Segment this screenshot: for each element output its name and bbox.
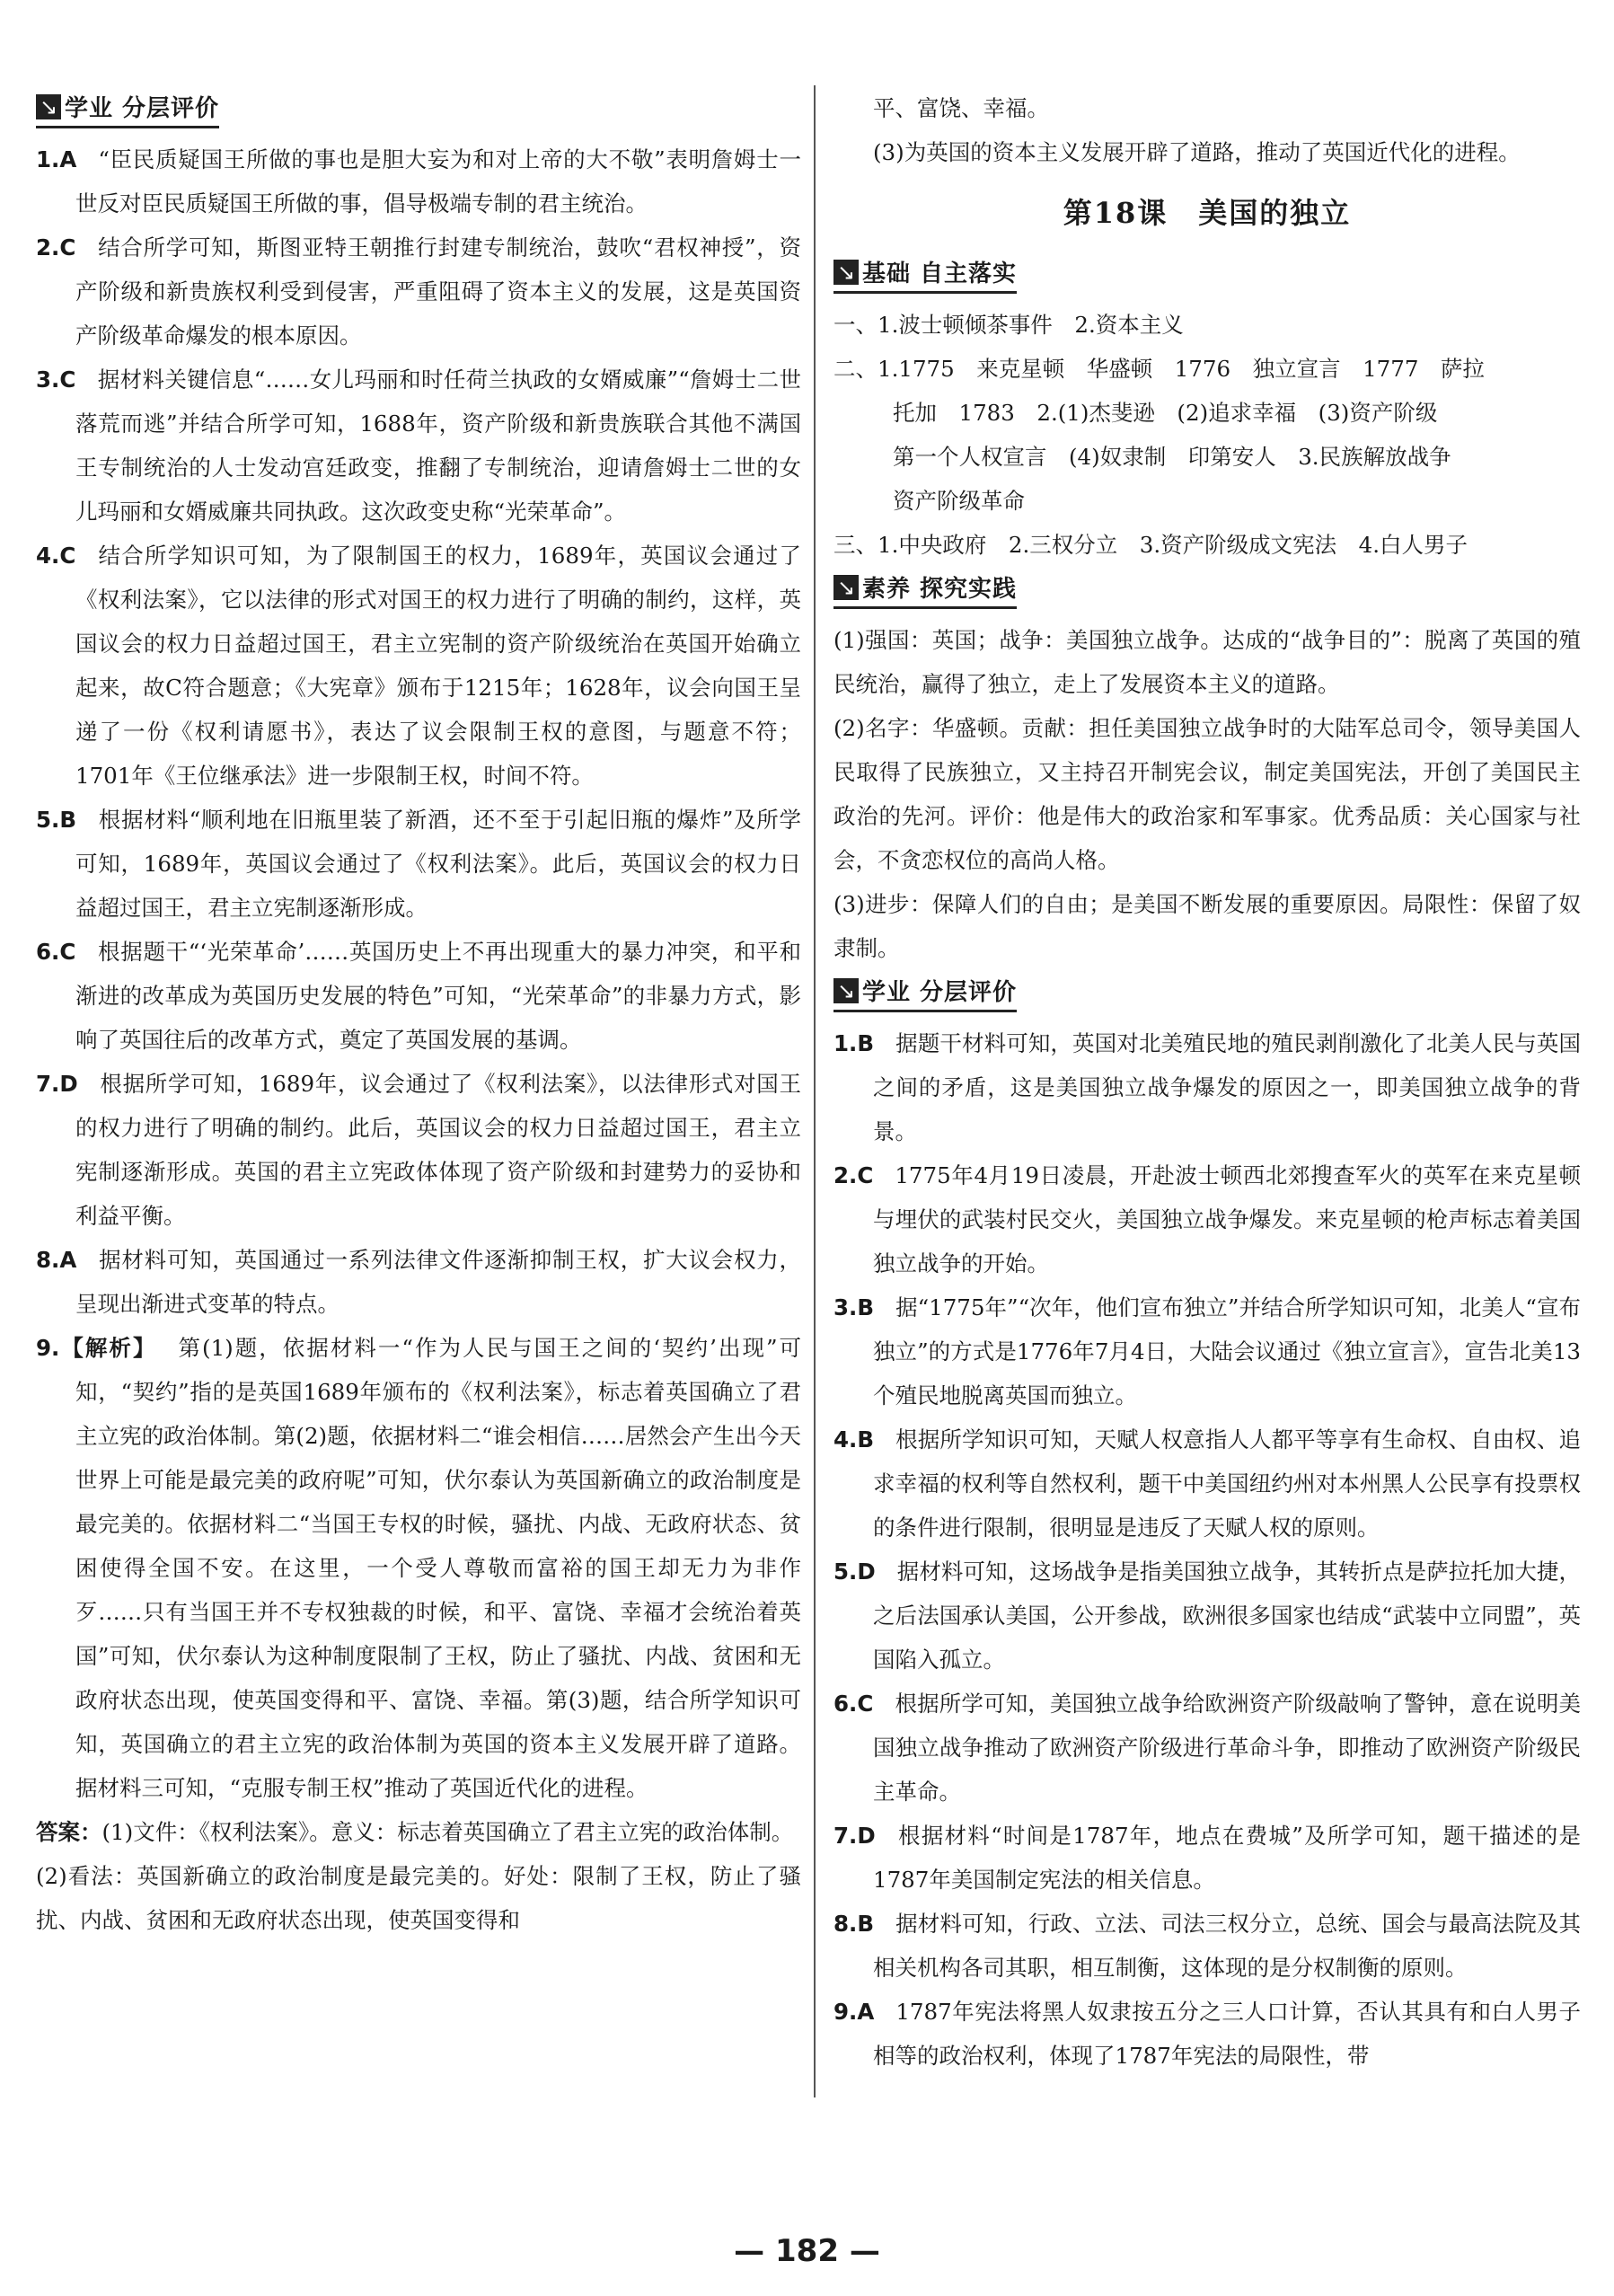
- item-answer-letter: C: [59, 366, 76, 393]
- item-answer-letter: B: [857, 1030, 875, 1056]
- answer-item: [36, 1238, 801, 1326]
- section-header-explore: ↘ 素养 探究实践: [833, 570, 1017, 609]
- item-explanation: 1787年宪法将黑人奴隶按五分之三人口计算，否认其具有和白人男子相等的政治权利，体现了1787年宪法的局限性，带: [873, 1999, 1581, 2069]
- answer-item: [36, 930, 801, 1062]
- item-number: 7.: [833, 1823, 858, 1849]
- item-explanation: 结合所学知识可知，为了限制国王的权力，1689年，英国议会通过了《权利法案》，它以法律的形式对国王的权力进行了明确的制约，这样，英国议会的权力日益超过国王，君主立宪制的资产阶级统治在英国开始确立起来，故C符合题意；《大宪章》颁布于1215年；1628年，议会向国王呈递了一份《权利请愿书》，表达了议会限制王权的意图，与题意不符；1701年《王位继承法》进一步限制王权，时间不符。: [75, 543, 801, 789]
- item-explanation: 根据题干“‘光荣革命’……英国历史上不再出现重大的暴力冲突，和平和渐进的改革成为英国历史发展的特色”可知，“光荣革命”的非暴力方式，影响了英国往后的改革方式，奠定了英国发展的基调。: [75, 939, 801, 1053]
- explore-paragraph: (2)名字：华盛顿。贡献：担任美国独立战争时的大陆军总司令，领导美国人民取得了民族独立，又主持召开制宪会议，制定美国宪法，开创了美国民主政治的先河。评价：他是伟大的政治家和军事家。优秀品质：关心国家与社会，不贪恋权位的高尚人格。: [833, 715, 1581, 873]
- explore-paragraph: (3)进步：保障人们的自由；是美国不断发展的重要原因。局限性：保留了奴隶制。: [833, 891, 1581, 961]
- left-column: [36, 86, 801, 1942]
- answer-item: [833, 1814, 1581, 1902]
- answer-item: [36, 1062, 801, 1238]
- continued-text: 平、富饶、幸福。: [873, 95, 1049, 121]
- item-number: 7.: [36, 1071, 60, 1097]
- item-answer-letter: A: [59, 146, 77, 172]
- item-number: 3.: [36, 366, 60, 393]
- item-explanation: 据材料可知，行政、立法、司法三权分立，总统、国会与最高法院及其相关机构各司其职，相互制衡，这体现的是分权制衡的原则。: [873, 1911, 1581, 1981]
- answer-item: [833, 1550, 1581, 1682]
- item-answer-letter: D: [857, 1823, 876, 1849]
- item-answer-letter: C: [59, 939, 76, 965]
- item-number: 3.: [833, 1294, 858, 1320]
- explore-paragraph: (1)强国：英国；战争：美国独立战争。达成的“战争目的”：脱离了英国的殖民统治，赢得了独立，走上了发展资本主义的道路。: [833, 627, 1581, 697]
- item-number: 6.: [36, 939, 60, 965]
- item-answer-letter: C: [857, 1691, 874, 1717]
- item-number: 2.: [833, 1162, 858, 1188]
- item-answer-letter: D: [857, 1559, 876, 1585]
- arrow-icon: ↘: [36, 94, 61, 119]
- item-explanation: 据材料可知，英国通过一系列法律文件逐渐抑制王权，扩大议会权力，呈现出渐进式变革的特点。: [75, 1247, 801, 1317]
- item-answer-letter: B: [59, 807, 77, 833]
- item-explanation: 根据材料“顺利地在旧瓶里装了新酒，还不至于引起旧瓶的爆炸”及所学可知，1689年，英国议会通过了《权利法案》。此后，英国议会的权力日益超过国王，君主立宪制逐渐形成。: [75, 807, 801, 921]
- answer-line: 答案：(1)文件：《权利法案》。意义：标志着英国确立了君主立宪的政治体制。: [36, 1819, 794, 1845]
- arrow-icon: ↘: [833, 575, 859, 600]
- answer-item: [36, 534, 801, 798]
- item-explanation: 根据所学可知，美国独立战争给欧洲资产阶级敲响了警钟，意在说明美国独立战争推动了欧洲资产阶级进行革命斗争，即推动了欧洲资产阶级民主革命。: [873, 1691, 1581, 1805]
- item-explanation: 据题干材料可知，英国对北美殖民地的殖民剥削激化了北美人民与英国之间的矛盾，这是美国独立战争爆发的原因之一，即美国独立战争的背景。: [873, 1030, 1581, 1144]
- item-explanation: 据材料可知，这场战争是指美国独立战争，其转折点是萨拉托加大捷，之后法国承认美国，公开参战，欧洲很多国家也结成“武装中立同盟”，英国陷入孤立。: [873, 1559, 1581, 1673]
- answer-item: [833, 1990, 1581, 2078]
- item-number: 1.: [833, 1030, 858, 1056]
- item-answer-letter: C: [59, 234, 76, 261]
- item-number: 8.: [833, 1911, 858, 1937]
- item-explanation: 根据材料“时间是1787年，地点在费城”及所学可知，题干描述的是1787年美国制定宪法的相关信息。: [873, 1823, 1581, 1893]
- item-explanation: 结合所学可知，斯图亚特王朝推行封建专制统治，鼓吹“君权神授”，资产阶级和新贵族权利受到侵害，严重阻碍了资本主义的发展，这是英国资产阶级革命爆发的根本原因。: [75, 234, 801, 349]
- item-answer-letter: B: [857, 1911, 875, 1937]
- page-number: — 182 —: [734, 2233, 880, 2269]
- item-number: 5.: [36, 807, 60, 833]
- item-answer-letter: C: [857, 1162, 874, 1188]
- continued-text: (3)为英国的资本主义发展开辟了道路，推动了英国近代化的进程。: [873, 139, 1521, 165]
- item-explanation: 据“1775年”“次年，他们宣布独立”并结合所学知识可知，北美人“宣布独立”的方式是1776年7月4日，大陆会议通过《独立宣言》，宣告北美13个殖民地脱离英国而独立。: [873, 1294, 1581, 1409]
- answer-item: [833, 1682, 1581, 1814]
- answer-item: [833, 1902, 1581, 1990]
- answer-item: [36, 358, 801, 534]
- lesson-title: 第18课 美国的独立: [1063, 196, 1352, 230]
- item-number: 9.: [36, 1335, 60, 1361]
- column-divider: [814, 85, 816, 2097]
- answer-item: [833, 1153, 1581, 1285]
- item-answer-letter: D: [59, 1071, 78, 1097]
- basic-line: 二、1.1775 来克星顿 华盛顿 1776 独立宣言 1777 萨拉: [833, 356, 1485, 382]
- answer-item: [833, 1417, 1581, 1550]
- item-number: 4.: [833, 1426, 858, 1453]
- answer-item: [833, 1021, 1581, 1153]
- basic-line: 第一个人权宣言 (4)奴隶制 印第安人 3.民族解放战争: [893, 444, 1451, 470]
- item-number: 5.: [833, 1559, 858, 1585]
- arrow-icon: ↘: [833, 978, 859, 1003]
- item-number: 8.: [36, 1247, 60, 1273]
- arrow-icon: ↘: [833, 260, 859, 285]
- item-number: 6.: [833, 1691, 858, 1717]
- answer-item: [36, 137, 801, 225]
- basic-line: 一、1.波士顿倾茶事件 2.资本主义: [833, 312, 1184, 338]
- basic-line: 三、1.中央政府 2.三权分立 3.资产阶级成文宪法 4.白人男子: [833, 532, 1468, 558]
- item-answer-letter: 【解析】: [59, 1335, 157, 1361]
- answer-item: [36, 1326, 801, 1810]
- right-column: [833, 86, 1581, 2078]
- item-explanation: 根据所学可知，1689年，议会通过了《权利法案》，以法律形式对国王的权力进行了明确的制约。此后，英国议会的权力日益超过国王，君主立宪制逐渐形成。英国的君主立宪政体体现了资产阶级和封建势力的妥协和利益平衡。: [75, 1071, 801, 1229]
- item-answer-letter: A: [59, 1247, 77, 1273]
- item-explanation: 据材料关键信息“……女儿玛丽和时任荷兰执政的女婿威廉”“詹姆士二世落荒而逃”并结合所学可知，1688年，资产阶级和新贵族联合其他不满国王专制统治的人士发动宫廷政变，推翻了专制统治，迎请詹姆士二世的女儿玛丽和女婿威廉共同执政。这次政变史称“光荣革命”。: [75, 366, 801, 525]
- item-explanation: 根据所学知识可知，天赋人权意指人人都平等享有生命权、自由权、追求幸福的权利等自然权利，题干中美国纽约州对本州黑人公民享有投票权的条件进行限制，很明显是违反了天赋人权的原则。: [873, 1426, 1581, 1541]
- item-answer-letter: A: [857, 1999, 875, 2025]
- section-header-evaluation: ↘ 学业 分层评价: [36, 90, 219, 128]
- item-number: 9.: [833, 1999, 858, 2025]
- answer-item: [36, 225, 801, 358]
- answer-item: [833, 1285, 1581, 1417]
- basic-line: 托加 1783 2.(1)杰斐逊 (2)追求幸福 (3)资产阶级: [893, 400, 1438, 426]
- item-number: 1.: [36, 146, 60, 172]
- item-explanation: 第(1)题，依据材料一“作为人民与国王之间的‘契约’出现”可知，“契约”指的是英国1689年颁布的《权利法案》，标志着英国确立了君主立宪的政治体制。第(2)题，依据材料二“谁会相信……居然会产生出今天世界上可能是最完美的政府呢”可知，伏尔泰认为英国新确立的政治制度是最完美的。依据材料二“当国王专权的时候，骚扰、内战、无政府状态、贫困使得全国不安。在这里，一个受人尊敬而富裕的国王却无力为非作歹……只有当国王并不专权独裁的时候，和平、富饶、幸福才会统治着英国”可知，伏尔泰认为这种制度限制了王权，防止了骚扰、内战、贫困和无政府状态出现，使英国变得和平、富饶、幸福。第(3)题，结合所学知识可知，英国确立的君主立宪的政治体制为英国的资本主义发展开辟了道路。据材料三可知，“克服专制王权”推动了英国近代化的进程。: [75, 1335, 802, 1801]
- answer-paragraph: (2)看法：英国新确立的政治制度是最完美的。好处：限制了王权，防止了骚扰、内战、贫困和无政府状态出现，使英国变得和: [36, 1863, 801, 1933]
- item-explanation: “臣民质疑国王所做的事也是胆大妄为和对上帝的大不敬”表明詹姆士一世反对臣民质疑国王所做的事，倡导极端专制的君主统治。: [75, 146, 801, 216]
- item-answer-letter: B: [857, 1426, 875, 1453]
- answer-item: [36, 798, 801, 930]
- section-header-basic: ↘ 基础 自主落实: [833, 255, 1017, 294]
- item-explanation: 1775年4月19日凌晨，开赴波士顿西北郊搜查军火的英军在来克星顿与埋伏的武装村民交火，美国独立战争爆发。来克星顿的枪声标志着美国独立战争的开始。: [873, 1162, 1581, 1276]
- item-answer-letter: C: [59, 543, 76, 569]
- section-header-evaluation-2: ↘ 学业 分层评价: [833, 974, 1017, 1012]
- item-answer-letter: B: [857, 1294, 875, 1320]
- basic-line: 资产阶级革命: [893, 488, 1025, 514]
- item-number: 4.: [36, 543, 60, 569]
- item-number: 2.: [36, 234, 60, 261]
